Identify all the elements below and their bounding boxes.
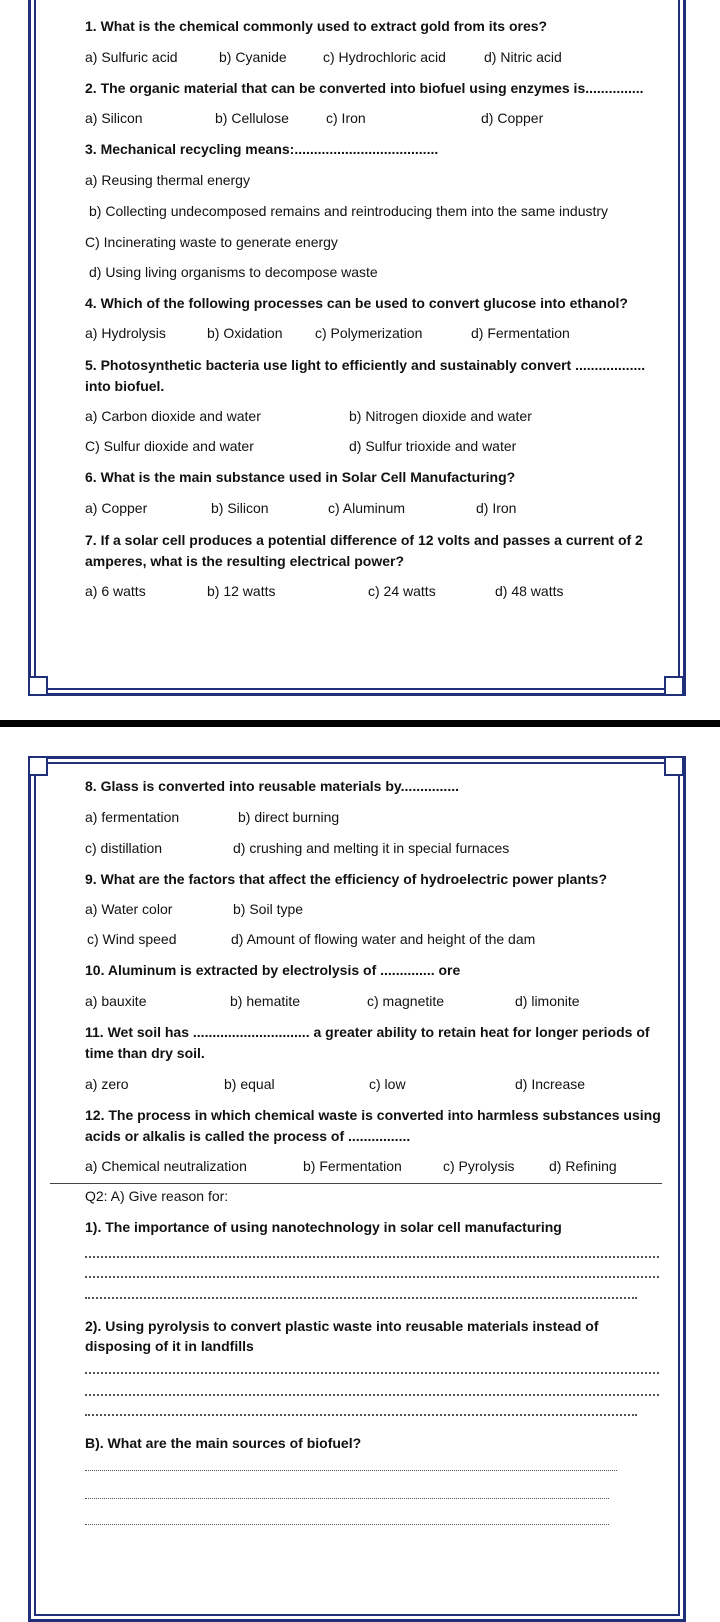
- answer-line: [85, 1498, 609, 1499]
- option-b: b) Nitrogen dioxide and water: [349, 408, 532, 424]
- option-b: b) hematite: [230, 993, 301, 1009]
- answer-line: [85, 1524, 609, 1525]
- option-a: a) Sulfuric acid: [85, 49, 178, 65]
- worksheet-page-1: [0, 0, 720, 718]
- part-b-prompt: B). What are the main sources of biofuel?: [85, 1435, 362, 1451]
- option-d: d) Nitric acid: [484, 49, 562, 65]
- option-d: d) Amount of flowing water and height of the dam: [231, 931, 536, 947]
- option-c: c) Polymerization: [315, 325, 423, 341]
- option-b: b) direct burning: [238, 809, 340, 825]
- option-d: d) Copper: [481, 110, 544, 126]
- option-a: a) Silicon: [85, 110, 143, 126]
- question-7: 7. If a solar cell produces a potential difference of 12 volts and passes a current of 2 amperes, what is the resulting electrical power?: [85, 532, 643, 569]
- option-a: a) zero: [85, 1076, 129, 1092]
- option-c: c) low: [369, 1076, 406, 1092]
- question-1: 1. What is the chemical commonly used to extract gold from its ores?: [85, 18, 548, 34]
- reason-1-prompt: 1). The importance of using nanotechnology in solar cell manufacturing: [85, 1219, 562, 1235]
- option-a: a) Reusing thermal energy: [85, 172, 250, 188]
- section-divider: [50, 1183, 662, 1184]
- page-separator: [0, 720, 720, 727]
- option-a: a) Carbon dioxide and water: [85, 408, 261, 424]
- answer-line: [85, 1256, 659, 1258]
- reason-2-prompt: 2). Using pyrolysis to convert plastic waste into reusable materials instead of disposing of it in landfills: [85, 1318, 599, 1354]
- question-11: 11. Wet soil has .............................. a greater ability to retain heat for longer periods of time than dry soil.: [85, 1024, 650, 1061]
- option-b: b) Oxidation: [207, 325, 283, 341]
- option-c: c) Pyrolysis: [443, 1158, 515, 1174]
- option-b: b) 12 watts: [207, 583, 276, 599]
- option-d: d) crushing and melting it in special furnaces: [233, 840, 510, 856]
- answer-line: [85, 1470, 617, 1471]
- answer-line: [85, 1414, 637, 1416]
- option-a: a) Copper: [85, 500, 148, 516]
- option-d: d) Increase: [515, 1076, 586, 1092]
- option-d: d) Fermentation: [471, 325, 570, 341]
- question-6: 6. What is the main substance used in Solar Cell Manufacturing?: [85, 469, 516, 485]
- question-2: 2. The organic material that can be converted into biofuel using enzymes is...............: [85, 80, 644, 96]
- option-a: a) Chemical neutralization: [85, 1158, 247, 1174]
- option-c: c) 24 watts: [368, 583, 436, 599]
- option-b: b) Soil type: [233, 901, 304, 917]
- option-b: b) Cellulose: [215, 110, 289, 126]
- question-4: 4. Which of the following processes can be used to convert glucose into ethanol?: [85, 295, 628, 311]
- option-c: C) Incinerating waste to generate energy: [85, 234, 338, 250]
- worksheet-page-2: [0, 740, 720, 1589]
- answer-line: [85, 1372, 659, 1374]
- option-c: c) magnetite: [367, 993, 445, 1009]
- answer-line: [85, 1394, 659, 1396]
- option-d: d) Sulfur trioxide and water: [349, 438, 517, 454]
- option-b: b) Collecting undecomposed remains and reintroducing them into the same industry: [89, 203, 609, 219]
- question-5: 5. Photosynthetic bacteria use light to efficiently and sustainably convert .................. into biofuel.: [85, 357, 646, 394]
- option-c: c) Iron: [326, 110, 366, 126]
- option-b: b) Silicon: [211, 500, 269, 516]
- option-b: b) Fermentation: [303, 1158, 402, 1174]
- option-c: c) Wind speed: [87, 931, 177, 947]
- option-a: a) Water color: [85, 901, 173, 917]
- border-corner: [664, 756, 684, 776]
- option-b: b) equal: [224, 1076, 275, 1092]
- option-a: a) Hydrolysis: [85, 325, 166, 341]
- question-8: 8. Glass is converted into reusable materials by...............: [85, 778, 459, 794]
- option-d: d) 48 watts: [495, 583, 564, 599]
- option-d: d) limonite: [515, 993, 580, 1009]
- option-a: a) bauxite: [85, 993, 147, 1009]
- option-b: b) Cyanide: [219, 49, 287, 65]
- border-corner: [28, 676, 48, 696]
- question-10: 10. Aluminum is extracted by electrolysis of .............. ore: [85, 962, 461, 978]
- option-d: d) Using living organisms to decompose waste: [89, 264, 378, 280]
- border-corner: [28, 756, 48, 776]
- question-12: 12. The process in which chemical waste is converted into harmless substances using acids or alkalis is called the process of ................: [85, 1107, 661, 1144]
- answer-line: [85, 1297, 637, 1299]
- option-d: d) Refining: [549, 1158, 617, 1174]
- option-c: c) Aluminum: [328, 500, 406, 516]
- question-9: 9. What are the factors that affect the efficiency of hydroelectric power plants?: [85, 871, 608, 887]
- option-c: c) distillation: [85, 840, 163, 856]
- option-c: c) Hydrochloric acid: [323, 49, 446, 65]
- part2-heading: Q2: A) Give reason for:: [85, 1188, 229, 1204]
- answer-line: [85, 1276, 659, 1278]
- question-3: 3. Mechanical recycling means:.....................................: [85, 141, 439, 157]
- border-corner: [664, 676, 684, 696]
- option-a: a) fermentation: [85, 809, 180, 825]
- option-a: a) 6 watts: [85, 583, 146, 599]
- option-d: d) Iron: [476, 500, 517, 516]
- option-c: C) Sulfur dioxide and water: [85, 438, 254, 454]
